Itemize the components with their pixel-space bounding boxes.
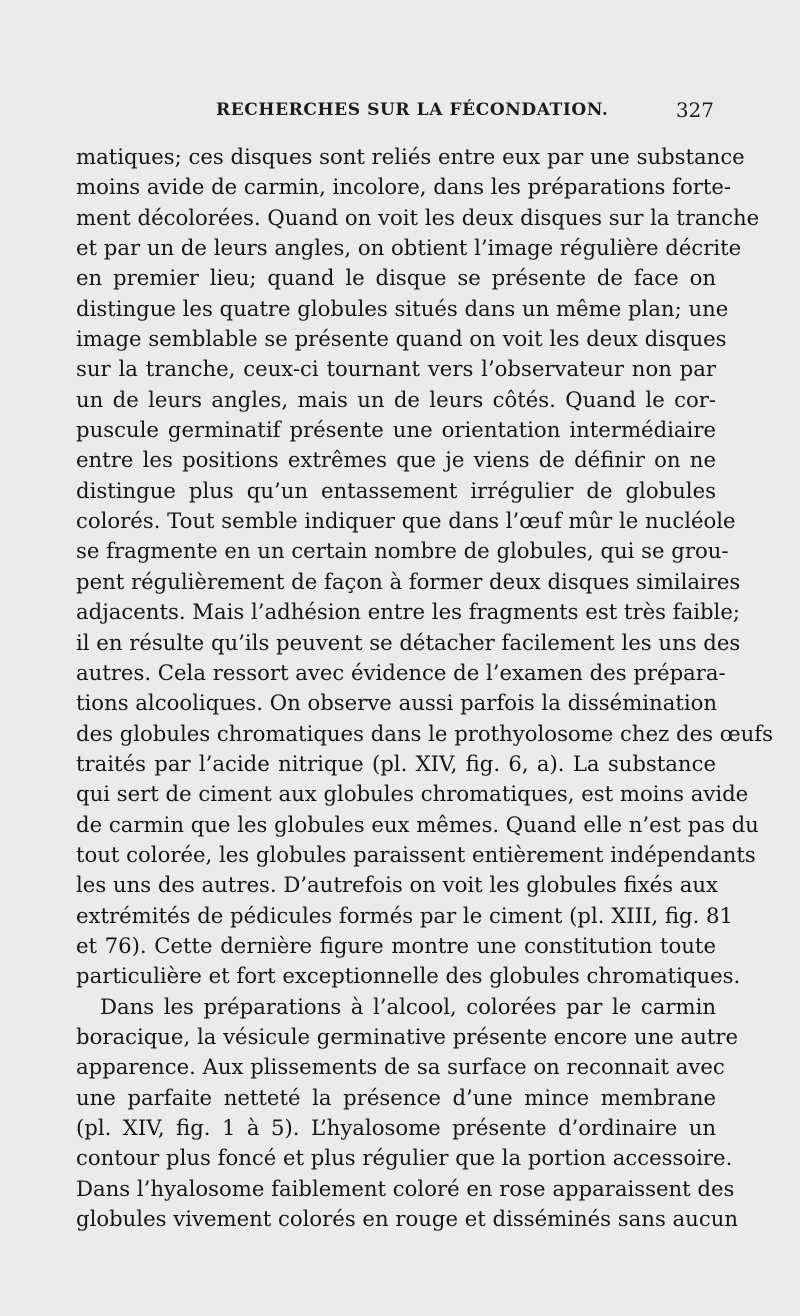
text-line: globules vivement colorés en rouge et disséminés sans aucun — [76, 1206, 738, 1232]
text-line: moins avide de carmin, incolore, dans les préparations forte- — [76, 174, 732, 200]
text-line: des globules chromatiques dans le prothyolosome chez des œufs — [76, 720, 774, 746]
text-line: en premier lieu; quand le disque se présente de face on — [76, 265, 716, 291]
text-line: il en résulte qu’ils peuvent se détacher facilement les uns des — [76, 629, 741, 655]
text-line: contour plus foncé et plus régulier que la portion accessoire. — [76, 1145, 733, 1171]
running-title: RECHERCHES SUR LA FÉCONDATION. — [216, 100, 609, 120]
text-line: particulière et fort exceptionnelle des globules chromatiques. — [76, 963, 741, 989]
text-line: colorés. Tout semble indiquer que dans l’œuf mûr le nucléole — [76, 508, 736, 534]
text-line: Dans les préparations à l’alcool, colorées par le carmin — [100, 993, 716, 1019]
paragraph-1 — [76, 142, 774, 992]
text-line: distingue plus qu’un entassement irrégulier de globules — [76, 477, 716, 503]
text-line: traités par l’acide nitrique (pl. XIV, fig. 6, a). La substance — [76, 750, 716, 776]
page-header — [76, 98, 716, 128]
text-line: entre les positions extrêmes que je viens de définir on ne — [76, 447, 716, 473]
text-line: boracique, la vésicule germinative présente encore une autre — [76, 1023, 739, 1049]
text-line: de carmin que les globules eux mêmes. Quand elle n’est pas du — [76, 811, 759, 837]
text-line: apparence. Aux plissements de sa surface on reconnait avec — [76, 1054, 725, 1080]
text-line: adjacents. Mais l’adhésion entre les fragments est très faible; — [76, 599, 740, 625]
text-line: distingue les quatre globules situés dans un même plan; une — [76, 295, 729, 321]
text-line: se fragmente en un certain nombre de globules, qui se grou- — [76, 538, 729, 564]
text-line: tions alcooliques. On observe aussi parfois la dissémination — [76, 690, 718, 716]
text-line: (pl. XIV, fig. 1 à 5). L’hyalosome présente d’ordinaire un — [76, 1115, 716, 1140]
body-text — [76, 142, 774, 1234]
text-line: Dans l’hyalosome faiblement coloré en rose apparaissent des — [76, 1175, 735, 1201]
paragraph-2 — [76, 992, 739, 1235]
text-line: ment décolorées. Quand on voit les deux disques sur la tranche — [76, 204, 760, 230]
text-line: extrémités de pédicules formés par le ciment (pl. XIII, fig. 81 — [76, 902, 734, 928]
text-line: autres. Cela ressort avec évidence de l’examen des prépara- — [76, 659, 726, 685]
text-line: image semblable se présente quand on voit les deux disques — [76, 326, 727, 352]
text-line: sur la tranche, ceux-ci tournant vers l’observateur non par — [76, 356, 716, 382]
text-line: pent régulièrement de façon à former deux disques similaires — [76, 568, 741, 594]
page-number: 327 — [675, 98, 714, 122]
text-line: matiques; ces disques sont reliés entre eux par une substance — [76, 144, 745, 169]
text-line: une parfaite netteté la présence d’une mince membrane — [76, 1084, 716, 1110]
text-line: tout colorée, les globules paraissent entièrement indépendants — [76, 841, 756, 867]
text-line: qui sert de ciment aux globules chromatiques, est moins avide — [76, 781, 749, 807]
text-line: les uns des autres. D’autrefois on voit les globules fixés aux — [76, 872, 718, 898]
text-line: un de leurs angles, mais un de leurs côtés. Quand le cor- — [76, 386, 716, 412]
text-line: et 76). Cette dernière figure montre une constitution toute — [76, 932, 716, 958]
text-line: et par un de leurs angles, on obtient l’image régulière décrite — [76, 235, 742, 261]
text-line: puscule germinatif présente une orientation intermédiaire — [76, 417, 716, 443]
